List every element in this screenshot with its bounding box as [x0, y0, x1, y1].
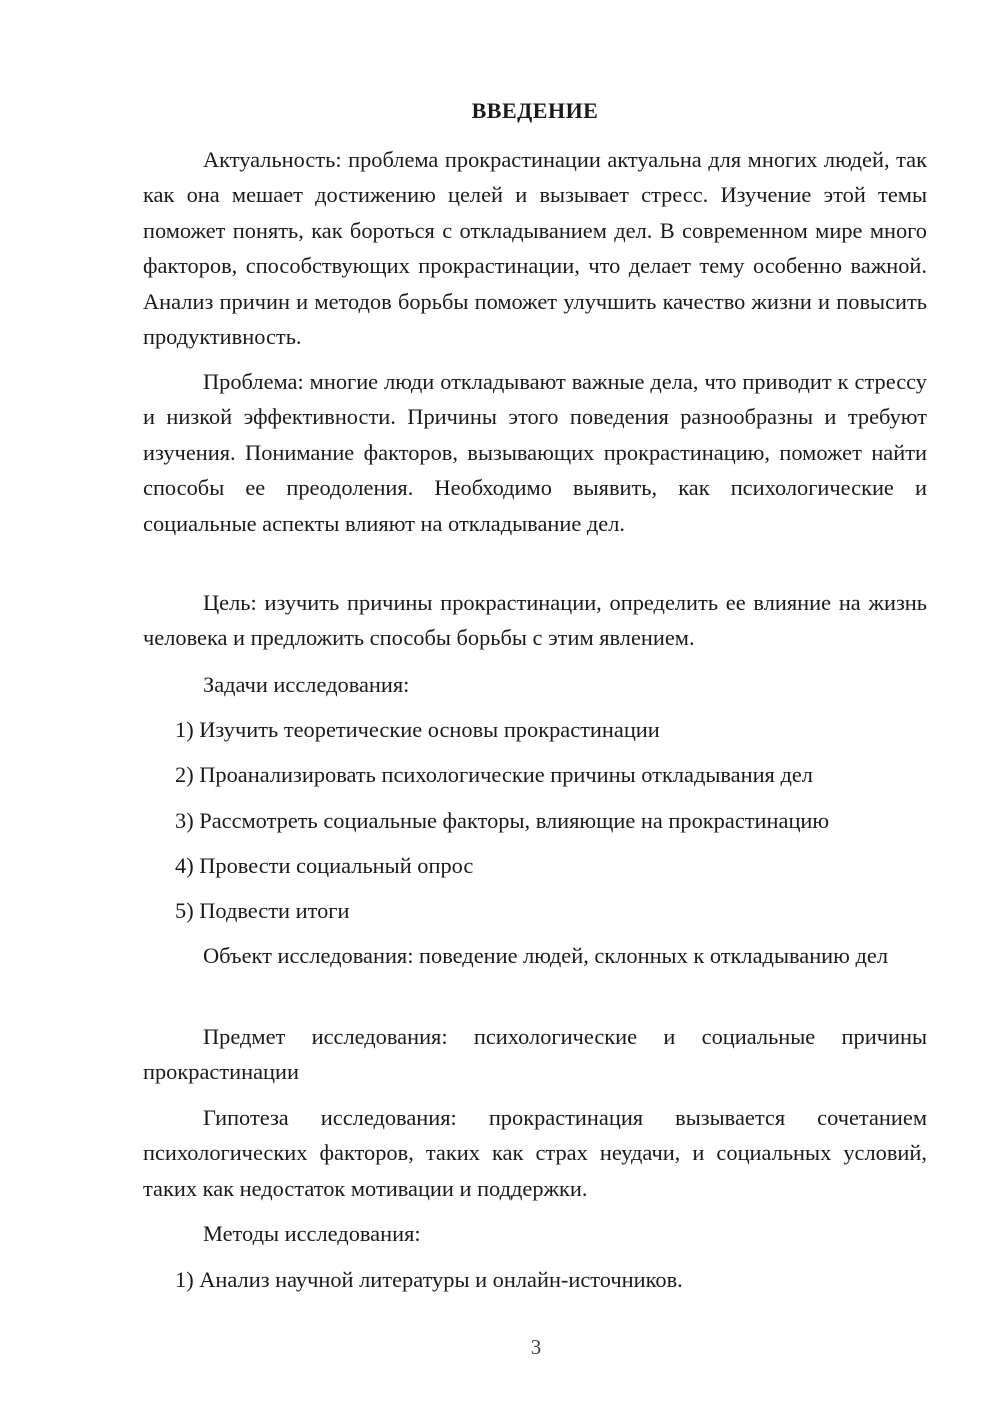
page-title: ВВЕДЕНИЕ [471, 98, 599, 123]
subject-paragraph: Предмет исследования: психологические и социальные причины прокрастинации [143, 1024, 927, 1085]
methods-title: Методы исследования: [203, 1221, 421, 1246]
task-list-item: 5) Подвести итоги [175, 898, 350, 923]
object-paragraph: Объект исследования: поведение людей, склонных к откладыванию дел [203, 943, 888, 968]
task-list-item: 4) Провести социальный опрос [175, 853, 474, 878]
method-list-item: 1) Анализ научной литературы и онлайн-источников. [175, 1267, 683, 1292]
relevance-paragraph: Актуальность: проблема прокрастинации актуальна для многих людей, так как она мешает достижению целей и вызывает стресс. Изучение этой темы поможет понять, как бороться с откладыванием дел. В современном мире много факторов, способствующих прокрастинации, что делает тему особенно важной. Анализ причин и методов борьбы поможет улучшить качество жизни и повысить продуктивность. [143, 147, 927, 350]
task-list-item: 1) Изучить теоретические основы прокрастинации [175, 717, 660, 742]
hypothesis-paragraph: Гипотеза исследования: прокрастинация вызывается сочетанием психологических факторов, таких как страх неудачи, и социальных условий, таких как недостаток мотивации и поддержки. [143, 1105, 927, 1201]
problem-paragraph: Проблема: многие люди откладывают важные дела, что приводит к стрессу и низкой эффективности. Причины этого поведения разнообразны и требуют изучения. Понимание факторов, вызывающих прокрастинацию, поможет найти способы ее преодоления. Необходимо выявить, как психологические и социальные аспекты влияют на откладывание дел. [143, 369, 927, 536]
tasks-title: Задачи исследования: [203, 672, 410, 697]
task-list-item: 3) Рассмотреть социальные факторы, влияющие на прокрастинацию [175, 808, 830, 833]
goal-paragraph: Цель: изучить причины прокрастинации, определить ее влияние на жизнь человека и предложить способы борьбы с этим явлением. [143, 590, 927, 651]
page-number: 3 [530, 1335, 542, 1359]
task-list-item: 2) Проанализировать психологические причины откладывания дел [175, 762, 813, 787]
